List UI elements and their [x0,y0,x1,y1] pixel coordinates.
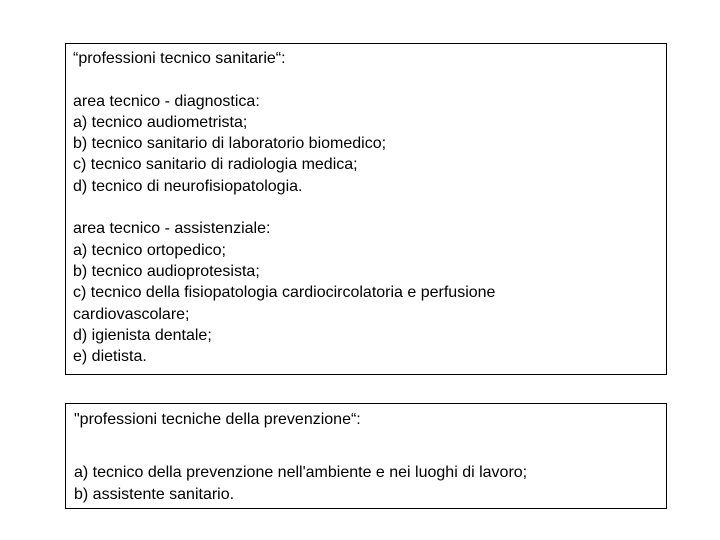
spacer [73,69,666,90]
assistenziale-list [73,240,666,368]
section1-title: “professioni tecnico sanitarie“: [73,50,286,67]
list-item: b) tecnico audioprotesista; [73,262,260,280]
spacer [73,197,666,218]
list-item: b) tecnico sanitario di laboratorio biomedico; [73,135,387,153]
section2-title: "professioni tecniche della prevenzione“: [74,411,361,428]
list-item: a) tecnico audiometrista; [73,113,248,131]
professioni-tecniche-prevenzione-box [65,403,667,509]
spacer [74,430,666,462]
list-item: d) igienista dentale; [73,326,212,344]
list-item: b) assistente sanitario. [74,485,235,503]
list-item: c) tecnico della fisiopatologia cardiocircolatoria e perfusione [73,284,496,302]
list-item: a) tecnico ortopedico; [73,241,226,259]
assistenziale-heading: area tecnico - assistenziale: [73,220,271,238]
list-item: e) dietista. [73,348,147,366]
list-item: d) tecnico di neurofisiopatologia. [73,177,303,195]
diagnostica-heading: area tecnico - diagnostica: [73,92,260,110]
list-item: c) tecnico sanitario di radiologia medica; [73,156,358,174]
list-item: cardiovascolare; [73,305,190,323]
diagnostica-list [73,112,666,197]
list-item: a) tecnico della prevenzione nell'ambiente e nei luoghi di lavoro; [74,464,528,482]
professioni-tecnico-sanitarie-box [65,43,667,375]
prevenzione-list [74,462,666,505]
